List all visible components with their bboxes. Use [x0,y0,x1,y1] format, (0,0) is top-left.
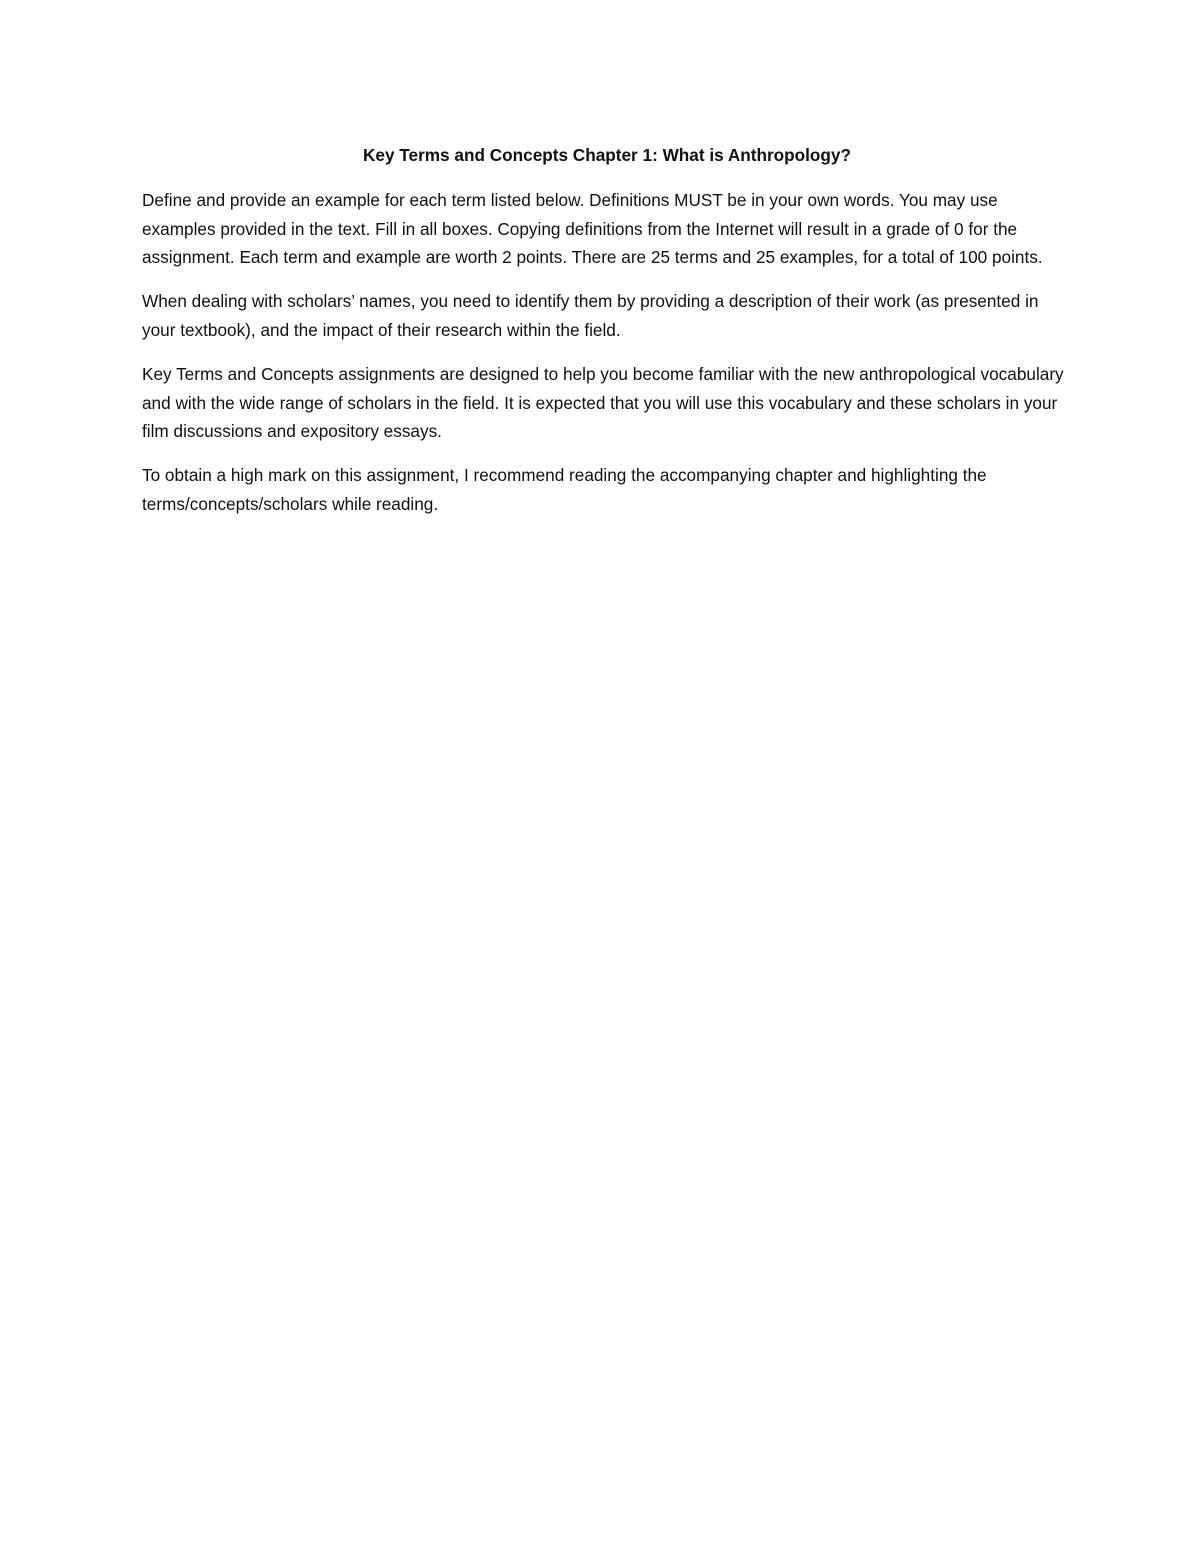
document-title: Key Terms and Concepts Chapter 1: What is Anthropology? [363,145,851,165]
recommendation-paragraph: To obtain a high mark on this assignment, I recommend reading the accompanying chapter and highlighting the terms/concepts/scholars while reading. [142,465,987,514]
instructions-paragraph: Define and provide an example for each term listed below. Definitions MUST be in your own words. You may use examples provided in the text. Fill in all boxes. Copying definitions from the Internet will result in a grade of 0 for the assignment. Each term and example are worth 2 points. There are 25 terms and 25 examples, for a total of 100 points. [142,190,1043,268]
document-body [142,141,1072,534]
purpose-paragraph: Key Terms and Concepts assignments are designed to help you become familiar with the new anthropological vocabulary and with the wide range of scholars in the field. It is expected that you will use this vocabulary and these scholars in your film discussions and expository essays. [142,363,1064,442]
scholars-paragraph: When dealing with scholars’ names, you need to identify them by providing a description of their work (as presented in your textbook), and the impact of their research within the field. [142,291,1039,340]
